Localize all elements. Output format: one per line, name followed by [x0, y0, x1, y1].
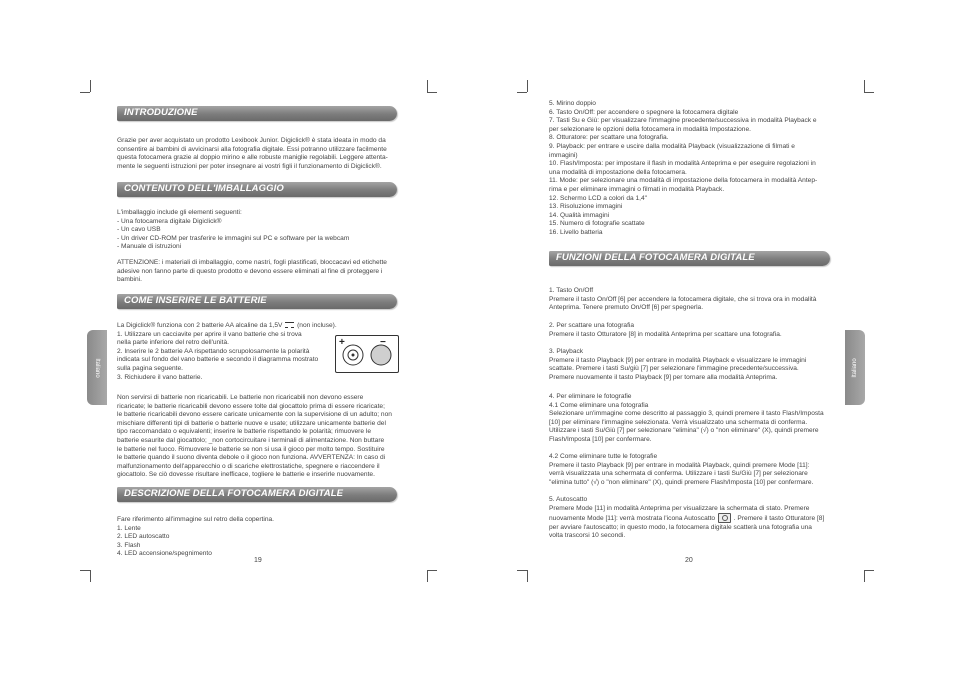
crop-mark [517, 570, 527, 571]
function-delete-all: 4.2 Come eliminare tutte le fotografie Premere il tasto Playback [9] per entrare in modalità Playback, quindi premere Mode [11]: verrà visualizzata una schermata di conferma. Utilizzare i tasti Su/Giù [7] per selezionare "elimina tutto" (√) o "non eliminare" (X), quindi premere Flash/Imposta [10] per confermare. [549, 453, 814, 486]
self-timer-icon [718, 513, 731, 523]
language-tab-right: Italiano [845, 330, 865, 405]
crop-mark [90, 570, 91, 582]
batteries-warning: Non servirsi di batterie non ricaricabili. Le batterie non ricaricabili non devono essere ricaricate; le batterie ricaricabili devono essere tolte dal giocattolo prima di essere ricaricate; le batterie ricaricabili devono essere caricate unicamente con la supervisione di un adulto; non mischiare differenti tipi di batterie o batterie nuove e usate; utilizzare unicamente batterie del tipo raccomandato o equivalenti; inserire le batterie rispettando le polarità; rimuovere le batterie esaurite dal giocattolo; _non cortocircuitare i terminali di alimentazione. Non buttare le batterie nel fuoco. Rimuovere le batterie se non si usa il gioco per molto tempo. Sostituire le batterie quando il suono diventa debole o il gioco non funziona. AVVERTENZA: In caso di malfunzionamento dell'apparecchio o di scariche elettrostatiche, spegnere e riaccendere il giocattolo. Se ciò dovesse risultare inefficace, togliere le batterie e inserirle nuovamente. [117, 394, 392, 479]
parts-list: 5. Mirino doppio 6. Tasto On/Off: per accendere o spegnere la fotocamera digitale 7. Tasti Su e Giù: per visualizzare l'immagine precedente/successiva in modalità Playback e per selezionare le opzioni della fotocamera in modalità Impostazione. 8. Otturatore: per scattare una fotografia. 9. Playback: per entrare e uscire dalla modalità Playback (visualizzazione di filmati e immagini) 10. Flash/Imposta: per impostare il flash in modalità Anteprima e per eseguire regolazioni in una modalità di impostazione della fotocamera. 11. Mode: per selezionare una modalità di impostazione della fotocamera in modalità Antep- rima e per eliminare immagini o filmati in modalità Playback. 12. Schermo LCD a colori da 1,4" 13. Risoluzione immagini 14. Qualità immagini 15. Numero di fotografie scattate 16. Livello batteria [549, 100, 818, 236]
contents-list: L'imballaggio include gli elementi seguenti: - Una fotocamera digitale Digiclick® - Un cavo USB - Un driver CD-ROM per trasferire le immagini sul PC e software per la webcam - Manuale di istruzioni [117, 209, 350, 251]
description-list: Fare riferimento all'immagine sul retro della copertina. 1. Lente 2. LED autoscatto 3. Flash 4. LED accensione/spegnimento [117, 516, 275, 558]
language-tab-left: Italiano [87, 330, 107, 405]
batteries-instructions: La Digiclick® funziona con 2 batterie AA alcaline da 1,5V (non incluse). 1. Utilizzare un cacciavite per aprire il vano batterie che si trova nella parte inferiore del retro dell'unità. 2. Inserire le 2 batterie AA rispettando scrupolosamente la polarità indicata sul fondo del vano batterie e secondo il diagramma mostrato sulla pagina seguente. 3. Richiudere il vano batterie. [117, 322, 337, 381]
function-self-timer: 5. Autoscatto Premere Mode [11] in modalità Anteprima per visualizzare la schermata di stato. Premere nuovamente Mode [11]: verrà mostrata l'icona Autoscatto . Premere il tasto Otturatore [8] per avviare l'autoscatto; in questo modo, la fotocamera digitale scatterà una fotografia una volta trascorsi 10 secondi. [549, 496, 825, 540]
section-heading-contenuto: CONTENUTO DELL'IMBALLAGGIO [117, 182, 397, 197]
crop-mark [427, 80, 428, 92]
battery-polarity-diagram [335, 335, 399, 373]
section-heading-funzioni: FUNZIONI DELLA FOTOCAMERA DIGITALE [549, 251, 830, 266]
battery-cells-icon [336, 336, 398, 372]
section-heading-descrizione: DESCRIZIONE DELLA FOTOCAMERA DIGITALE [117, 487, 397, 502]
crop-mark [864, 80, 865, 92]
plus-sign: + [339, 337, 345, 348]
minus-sign: − [380, 337, 386, 348]
crop-mark [527, 570, 528, 582]
crop-mark [427, 570, 428, 582]
section-heading-introduzione: INTRODUZIONE [117, 106, 397, 121]
function-on-off: 1. Tasto On/Off Premere il tasto On/Off [6] per accendere la fotocamera digitale, che si trova ora in modalità Anteprima. Tenere premuto On/Off [6] per spegnerla. [549, 287, 817, 312]
crop-mark [427, 92, 437, 93]
intro-text: Grazie per aver acquistato un prodotto Lexibook Junior. Digiclick® è stata ideata in modo da consentire ai bambini di avvicinarsi alla fotografia digitale. Essi potranno utilizzare facilmente questa fotocamera grazie al doppio mirino e alle robuste maniglie regolabili. Leggere attenta- mente le seguenti istruzioni per poter insegnare ai vostri figli il funzionamento di Digiclick®. [117, 137, 388, 170]
crop-mark [80, 570, 90, 571]
page-number-right: 20 [685, 557, 693, 564]
crop-mark [427, 570, 437, 571]
section-heading-batterie: COME INSERIRE LE BATTERIE [117, 294, 397, 309]
dc-battery-icon [285, 322, 294, 328]
crop-mark [864, 92, 874, 93]
crop-mark [864, 570, 874, 571]
page-number-left: 19 [254, 557, 262, 564]
right-page [477, 0, 954, 675]
function-take-photo: 2. Per scattare una fotografia Premere il tasto Otturatore [8] in modalità Anteprima per scattare una fotografia. [549, 322, 782, 338]
contents-warning: ATTENZIONE: i materiali di imballaggio, come nastri, fogli plastificati, bloccacavi ed etichette adesive non fanno parte di questo prodotto e devono essere eliminati al fine di proteggere i bambini. [117, 259, 387, 284]
crop-mark [90, 80, 91, 92]
crop-mark [527, 80, 528, 92]
crop-mark [864, 570, 865, 582]
function-delete-one: 4. Per eliminare le fotografie 4.1 Come eliminare una fotografia Selezionare un'immagine come descritto al passaggio 3, quindi premere il tasto Flash/Imposta [10] per eliminare l'immagine selezionata. Verrà visualizzato una schermata di conferma. Utilizzare i tasti Su/Giù [7] per selezionare "elimina" (√) o "non eliminare" (X), quindi premere Flash/Imposta [10] per confermare. [549, 393, 824, 443]
crop-mark [517, 92, 527, 93]
function-playback: 3. Playback Premere il tasto Playback [9] per entrare in modalità Playback e visualizzare le immagini scattate. Premere i tasti Su/giù [7] per selezionare l'immagine precedente/successiva. Premere nuovamente il tasto Playback [9] per tornare alla modalità Anteprima. [549, 348, 807, 381]
crop-mark [80, 92, 90, 93]
